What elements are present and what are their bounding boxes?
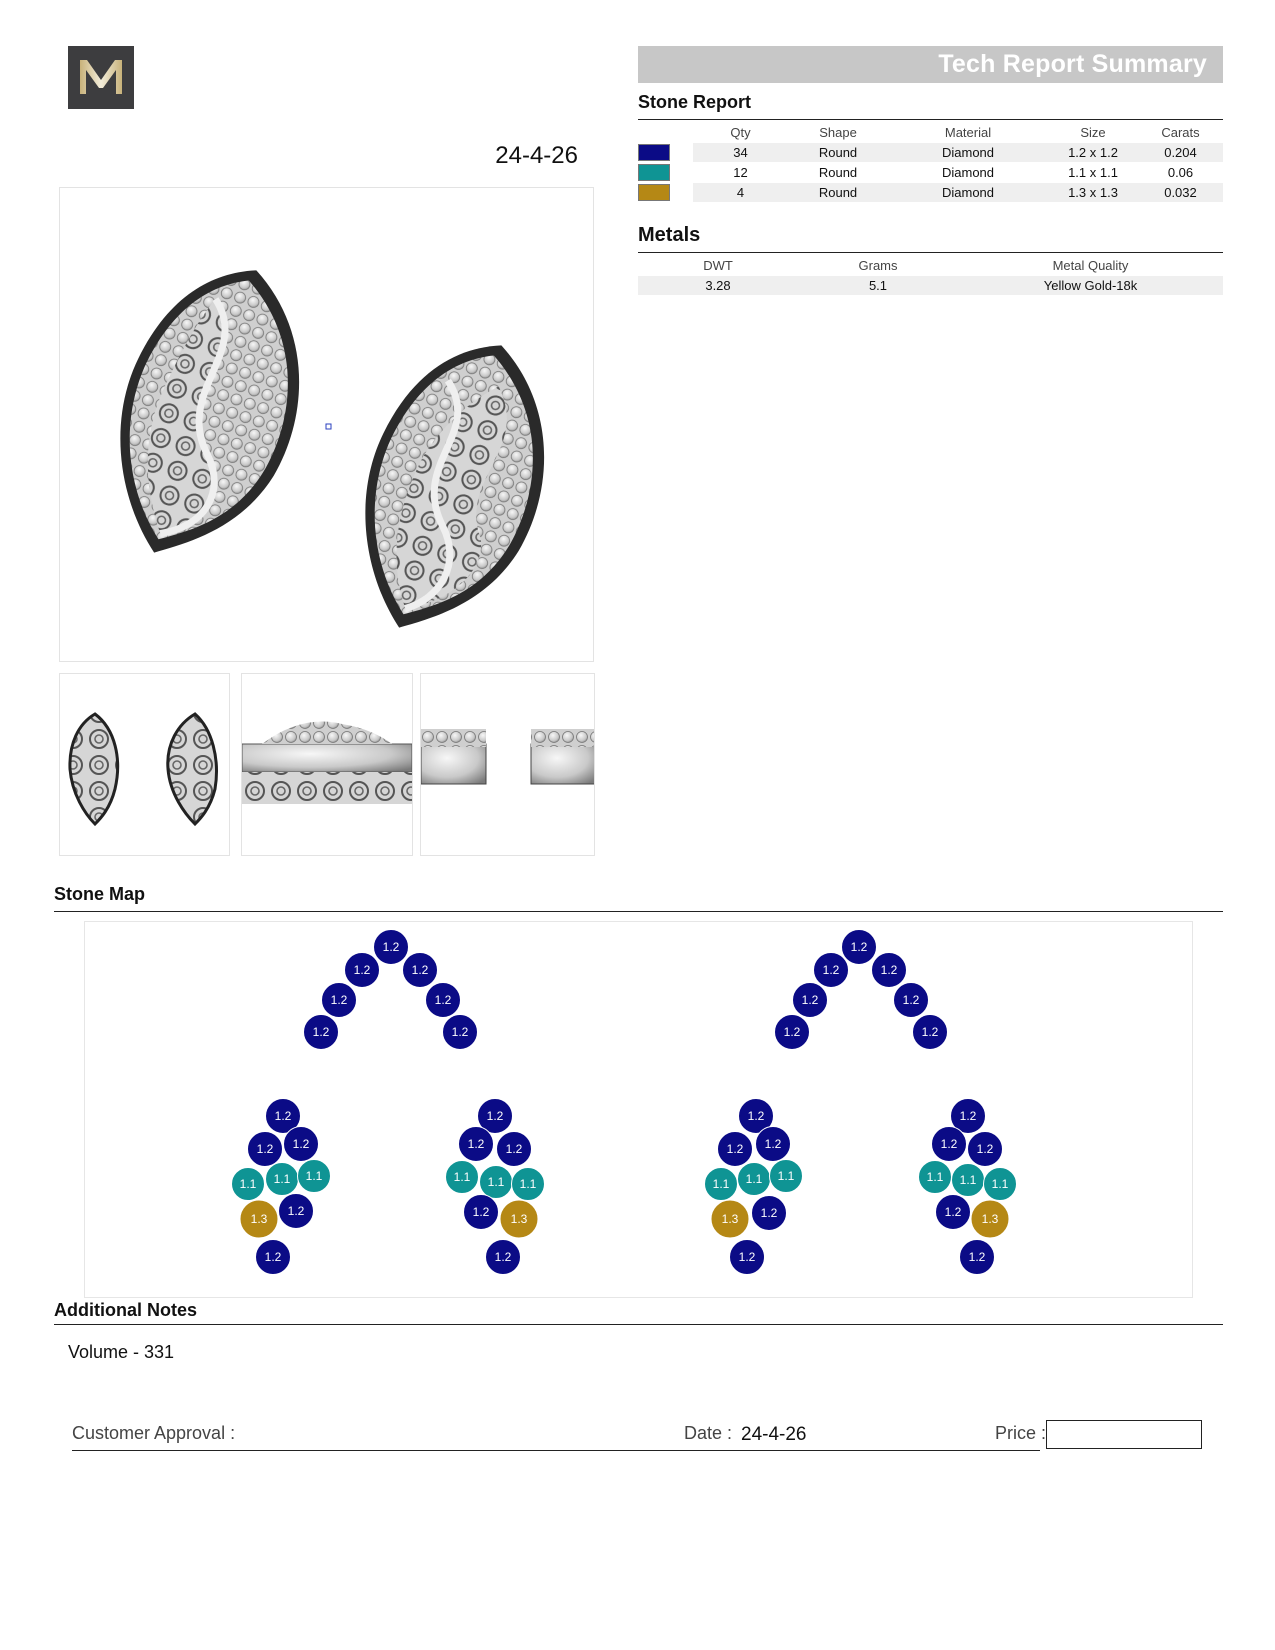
stone-1-2 [256,1240,291,1275]
svg-text:1.2: 1.2 [738,1250,756,1264]
svg-text:1.2: 1.2 [353,963,371,977]
col-grams: Grams [858,258,898,273]
stone-1-1 [738,1163,771,1196]
stone-1-2 [936,1195,971,1230]
svg-text:1.1: 1.1 [959,1173,977,1187]
svg-text:1.3: 1.3 [510,1212,528,1226]
stone-1-2 [894,983,929,1018]
approval-date-value: 24-4-26 [741,1424,807,1445]
stone-1-1 [446,1161,479,1194]
price-field[interactable] [1046,1420,1202,1449]
stone-color-swatch [638,184,670,201]
col-metal-quality: Metal Quality [1052,258,1129,273]
stone-1-2 [752,1196,787,1231]
svg-text:1.1: 1.1 [239,1177,257,1191]
svg-text:1.2: 1.2 [764,1137,782,1151]
col-size: Size [1080,125,1106,140]
stone-size: 1.1 x 1.1 [1048,163,1138,183]
stone-report-divider [638,119,1223,120]
metals-row [638,276,1223,296]
stone-1-2 [443,1015,478,1050]
stone-1-2 [814,953,849,988]
stone-1-2 [793,983,828,1018]
svg-text:1.1: 1.1 [712,1177,730,1191]
customer-approval-label: Customer Approval : [72,1423,236,1443]
job-date: 24-4-26 [495,142,578,169]
stone-1-2 [842,930,877,965]
stone-1-3 [240,1200,278,1238]
stone-1-2 [248,1132,283,1167]
svg-text:1.2: 1.2 [822,963,840,977]
svg-text:1.2: 1.2 [472,1205,490,1219]
stone-1-2 [486,1240,521,1275]
stone-carats: 0.204 [1138,143,1223,163]
svg-text:1.2: 1.2 [747,1109,765,1123]
stone-1-1 [705,1168,738,1201]
stone-1-2 [960,1240,995,1275]
stone-1-2 [775,1015,810,1050]
thumbnail-front-view[interactable] [59,673,230,856]
stone-1-2 [279,1194,314,1229]
svg-text:1.2: 1.2 [274,1109,292,1123]
metals-heading: Metals [638,224,701,246]
additional-notes-text: Volume - 331 [68,1342,175,1362]
svg-text:1.2: 1.2 [880,963,898,977]
metals-table [638,255,1223,296]
stone-carats: 0.06 [1138,163,1223,183]
svg-text:1.2: 1.2 [434,993,452,1007]
svg-text:1.1: 1.1 [487,1175,505,1189]
stone-1-2 [426,983,461,1018]
additional-notes-heading: Additional Notes [54,1300,197,1320]
stone-map-heading: Stone Map [54,884,146,904]
stone-color-swatch [638,164,670,181]
stone-1-1 [984,1168,1017,1201]
svg-text:1.2: 1.2 [467,1137,485,1151]
stone-row [638,163,1223,183]
stone-1-2 [730,1240,765,1275]
stone-1-2 [459,1127,494,1162]
metal-dwt: 3.28 [638,276,798,296]
svg-text:1.2: 1.2 [505,1142,523,1156]
svg-text:1.3: 1.3 [250,1212,268,1226]
stone-1-2 [718,1132,753,1167]
stone-material: Diamond [888,163,1048,183]
svg-text:1.2: 1.2 [411,963,429,977]
stone-carats: 0.032 [1138,183,1223,203]
center-marker [326,424,331,429]
stone-color-swatch [638,144,670,161]
report-title-bar [638,46,1223,83]
stone-material: Diamond [888,183,1048,203]
stone-1-2 [322,983,357,1018]
stone-row [638,143,1223,163]
stone-table-header [638,122,1223,143]
stone-material: Diamond [888,143,1048,163]
svg-text:1.2: 1.2 [287,1204,305,1218]
stone-map-diagram [85,922,1192,1297]
svg-text:1.2: 1.2 [976,1142,994,1156]
svg-text:1.2: 1.2 [264,1250,282,1264]
svg-text:1.1: 1.1 [305,1169,323,1183]
stone-1-2 [756,1127,791,1162]
svg-text:1.2: 1.2 [760,1206,778,1220]
svg-text:1.3: 1.3 [981,1212,999,1226]
earring-left-render [81,244,336,582]
price-label: Price : [995,1423,1047,1443]
svg-text:1.2: 1.2 [944,1205,962,1219]
logo-m-mark [68,46,134,109]
main-render-view [59,187,594,662]
metal-quality: Yellow Gold-18k [958,276,1223,296]
stone-1-1 [919,1161,952,1194]
stone-report-heading: Stone Report [638,92,752,112]
stone-shape: Round [788,183,888,203]
stone-1-1 [512,1168,545,1201]
svg-text:1.2: 1.2 [312,1025,330,1039]
stone-1-1 [266,1163,299,1196]
col-qty: Qty [730,125,751,140]
col-material: Material [944,125,992,140]
col-shape: Shape [819,125,857,140]
svg-text:1.2: 1.2 [292,1137,310,1151]
svg-text:1.2: 1.2 [726,1142,744,1156]
stone-1-2 [374,930,409,965]
col-dwt: DWT [703,258,733,273]
stone-qty: 34 [693,143,788,163]
svg-text:1.2: 1.2 [256,1142,274,1156]
approval-date-label: Date : [684,1423,733,1443]
company-logo [68,46,134,109]
stone-shape: Round [788,143,888,163]
svg-text:1.1: 1.1 [777,1169,795,1183]
svg-text:1.2: 1.2 [801,993,819,1007]
stone-1-3 [500,1200,538,1238]
stone-1-1 [298,1160,331,1193]
thumbnail-top-view[interactable] [420,673,595,856]
stone-1-1 [770,1160,803,1193]
svg-text:1.2: 1.2 [940,1137,958,1151]
svg-text:1.1: 1.1 [745,1172,763,1186]
stone-1-3 [711,1200,749,1238]
svg-text:1.3: 1.3 [721,1212,739,1226]
svg-text:1.2: 1.2 [968,1250,986,1264]
stone-1-2 [403,953,438,988]
thumbnail-side-view[interactable] [241,673,413,856]
additional-notes-divider [54,1324,1223,1325]
stone-report-table [638,122,1223,203]
stone-1-2 [497,1132,532,1167]
col-carats: Carats [1161,125,1200,140]
customer-approval-signature-line[interactable] [72,1450,1040,1451]
stone-1-2 [284,1127,319,1162]
stone-1-2 [932,1127,967,1162]
stone-qty: 4 [693,183,788,203]
svg-text:1.2: 1.2 [850,940,868,954]
stone-1-2 [345,953,380,988]
svg-text:1.2: 1.2 [382,940,400,954]
stone-shape: Round [788,163,888,183]
svg-text:1.1: 1.1 [453,1170,471,1184]
stone-1-1 [232,1168,265,1201]
svg-text:1.1: 1.1 [991,1177,1009,1191]
stone-size: 1.2 x 1.2 [1048,143,1138,163]
earring-right-render [326,319,581,657]
svg-text:1.2: 1.2 [451,1025,469,1039]
metals-table-header [638,255,1223,276]
stone-1-2 [464,1195,499,1230]
stone-1-1 [480,1166,513,1199]
stone-1-3 [971,1200,1009,1238]
stone-1-2 [913,1015,948,1050]
stone-1-1 [952,1164,985,1197]
svg-text:1.2: 1.2 [921,1025,939,1039]
svg-text:1.1: 1.1 [273,1172,291,1186]
svg-text:1.1: 1.1 [926,1170,944,1184]
stone-size: 1.3 x 1.3 [1048,183,1138,203]
stone-1-2 [872,953,907,988]
svg-text:1.2: 1.2 [783,1025,801,1039]
svg-text:1.2: 1.2 [486,1109,504,1123]
report-title: Tech Report Summary [938,50,1207,78]
stone-qty: 12 [693,163,788,183]
stone-1-2 [968,1132,1003,1167]
metal-grams: 5.1 [798,276,958,296]
svg-text:1.2: 1.2 [494,1250,512,1264]
metals-divider [638,252,1223,253]
stone-1-2 [304,1015,339,1050]
stone-map-panel [84,921,1193,1298]
stone-map-divider [54,911,1223,912]
stone-row [638,183,1223,203]
svg-text:1.1: 1.1 [519,1177,537,1191]
svg-text:1.2: 1.2 [959,1109,977,1123]
svg-text:1.2: 1.2 [902,993,920,1007]
svg-text:1.2: 1.2 [330,993,348,1007]
